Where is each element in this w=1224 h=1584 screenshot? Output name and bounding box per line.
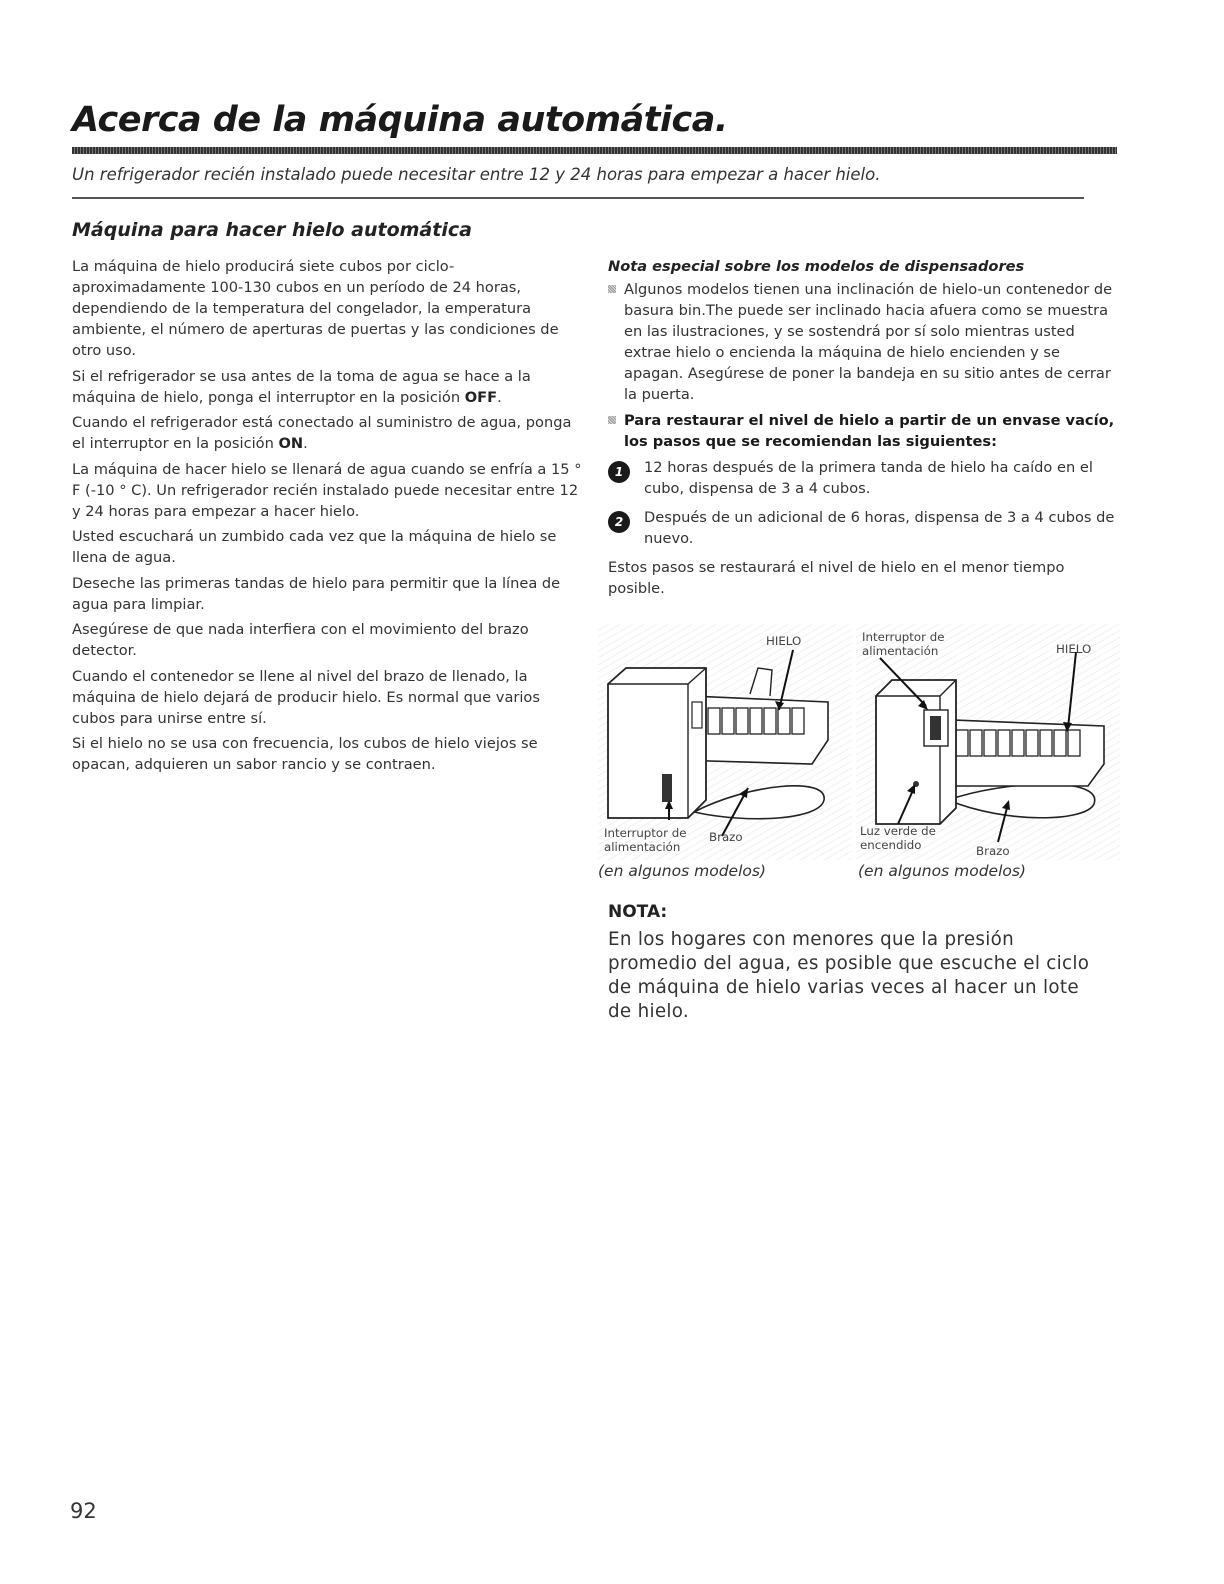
icemaker-illustration-1	[598, 624, 852, 860]
paragraph-switch-off	[72, 366, 582, 408]
step-number-icon: 2	[608, 511, 630, 533]
label-power-switch-line2: alimentación	[604, 840, 681, 854]
paragraph-old-cubes: Si el hielo no se usa con frecuencia, los cubos de hielo viejos se opacan, adquieren un sabor rancio y se contraen.	[72, 735, 538, 773]
figure-caption: (en algunos modelos)	[858, 862, 1026, 880]
note-title: NOTA:	[608, 902, 668, 922]
step-text: Después de un adicional de 6 horas, dispensa de 3 a 4 cubos de nuevo.	[644, 509, 1115, 547]
right-column	[608, 256, 1123, 599]
label-power-switch: Interruptor de	[862, 630, 945, 644]
step-number-icon: 1	[608, 461, 630, 483]
icemaker-illustration-2	[856, 624, 1120, 860]
paragraph-text: .	[303, 435, 308, 452]
paragraph-buzz: Usted escuchará un zumbido cada vez que la máquina de hielo se llena de agua.	[72, 528, 557, 566]
bullet-item	[608, 279, 1123, 405]
step-text: 12 horas después de la primera tanda de hielo ha caído en el cubo, dispensa de 3 a 4 cubos.	[644, 459, 1093, 497]
paragraph-full-bin: Cuando el contenedor se llene al nivel del brazo de llenado, la máquina de hielo dejará de producir hielo. Es normal que varios cubos para unirse entre sí.	[72, 667, 540, 727]
paragraph-arm: Asegúrese de que nada interfiera con el movimiento del brazo detector.	[72, 621, 529, 659]
step-item	[608, 507, 1123, 549]
label-arm: Brazo	[976, 844, 1010, 858]
subtitle-rule	[72, 197, 1084, 199]
paragraph-text: Cuando el refrigerador está conectado al suministro de agua, ponga el interruptor en la posición	[72, 414, 572, 452]
title-rule	[72, 147, 1117, 154]
paragraph-text: Si el refrigerador se usa antes de la toma de agua se hace a la máquina de hielo, ponga el interruptor en la posición	[72, 367, 531, 406]
icemaker-drawing	[598, 624, 852, 860]
bullet-text: Algunos modelos tienen una inclinación de hielo-un contenedor de basura bin.The puede ser inclinado hacia afuera como se muestra en las ilustraciones, y se sostendrá por sí solo mientras usted extrae hielo o encienda la máquina de hielo encienden y se apagan. Asegúrese de poner la bandeja en su sitio antes de cerrar la puerta.	[624, 281, 1113, 403]
paragraph-discard: Deseche las primeras tandas de hielo para permitir que la línea de agua para limpiar.	[72, 574, 561, 613]
label-arm: Brazo	[709, 830, 743, 844]
label-green-light-line2: encendido	[860, 838, 922, 852]
label-hielo: HIELO	[766, 634, 802, 648]
left-column	[72, 256, 582, 780]
label-power-switch-line2: alimentación	[862, 644, 939, 658]
step-item	[608, 457, 1123, 499]
figure-caption: (en algunos modelos)	[598, 862, 766, 880]
paragraph-cycle: La máquina de hielo producirá siete cubos por ciclo-aproximadamente 100-130 cubos en un período de 24 horas, dependiendo de la temperatura del congelador, la emperatura ambiente, el número de aperturas de puertas y las condiciones de otro uso.	[72, 258, 559, 359]
page-subtitle: Un refrigerador recién instalado puede necesitar entre 12 y 24 horas para empezar a hacer hielo.	[72, 165, 881, 184]
off-label: OFF	[464, 388, 498, 406]
paragraph-text: .	[497, 388, 502, 406]
bullet-square-icon	[608, 416, 616, 424]
label-hielo: HIELO	[1056, 642, 1092, 656]
page-title: Acerca de la máquina automática.	[72, 100, 728, 140]
section-heading: Máquina para hacer hielo automática	[72, 219, 472, 241]
dispenser-note-heading: Nota especial sobre los modelos de dispensadores	[608, 258, 1025, 275]
label-green-light: Luz verde de	[860, 824, 936, 838]
paragraph-switch-on	[72, 412, 582, 454]
note-body: En los hogares con menores que la presión promedio del agua, es posible que escuche el ciclo de máquina de hielo varias veces al hacer un lote de hielo.	[608, 929, 1090, 1022]
on-label: ON	[278, 435, 304, 452]
label-power-switch: Interruptor de	[604, 826, 687, 840]
bullet-item	[608, 410, 1123, 452]
closing-text: Estos pasos se restaurará el nivel de hielo en el menor tiempo posible.	[608, 559, 1065, 597]
paragraph-fill-temperature: La máquina de hacer hielo se llenará de agua cuando se enfría a 15 ° F (-10 ° C). Un refrigerador recién instalado puede necesitar entre 12 y 24 horas para empezar a hacer hielo.	[72, 460, 582, 520]
page-number: 92	[70, 1499, 97, 1523]
bullet-square-icon	[608, 285, 616, 293]
bullet-text: Para restaurar el nivel de hielo a partir de un envase vacío, los pasos que se recomiendan las siguientes:	[624, 412, 1115, 450]
